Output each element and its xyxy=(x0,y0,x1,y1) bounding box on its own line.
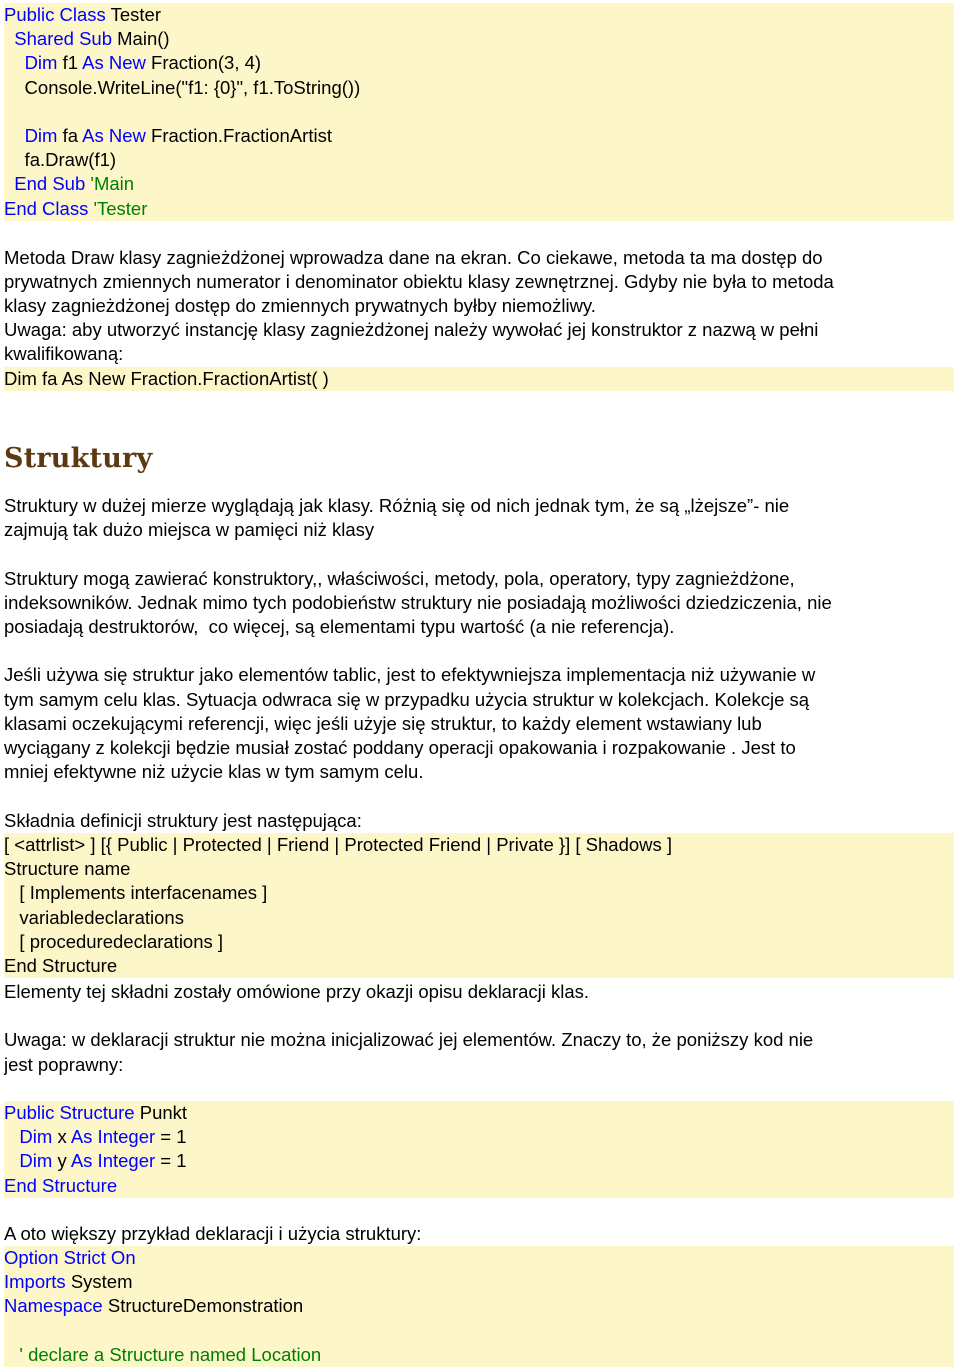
section-heading-struktury: Struktury xyxy=(4,443,153,474)
code-line xyxy=(4,148,954,172)
code-line xyxy=(4,197,954,221)
text-line: A oto większy przykład deklaracji i użycia struktury: xyxy=(4,1223,422,1244)
code-line xyxy=(4,1149,954,1173)
text-line: Uwaga: w deklaracji struktur nie można inicjalizować jej elementów. Znaczy to, że poniższy kod nie xyxy=(4,1029,814,1051)
code-text: System xyxy=(65,1271,133,1293)
code-keyword: Dim xyxy=(24,125,58,146)
code-text: Console.WriteLine("f1: {0}", f1.ToString()) xyxy=(4,76,361,98)
text-line xyxy=(4,639,954,663)
code-keyword: As Integer xyxy=(70,1150,156,1172)
code-text: Fraction.FractionArtist xyxy=(145,125,332,146)
code-comment: 'Main xyxy=(85,173,135,195)
code-keyword: As New xyxy=(82,125,146,146)
code-text: = 1 xyxy=(155,1126,187,1148)
text-line: jest poprawny: xyxy=(4,1053,124,1075)
text-line: Elementy tej składni zostały omówione przy okazji opisu deklaracji klas. xyxy=(4,981,590,1002)
text-line: klasy zagnieżdżonej dostęp do zmiennych prywatnych byłby niemożliwy. xyxy=(4,294,596,316)
text-line: zajmują tak dużo miejsca w pamięci niż klasy xyxy=(4,519,375,541)
code-line xyxy=(4,1125,954,1149)
text-line: prywatnych zmiennych numerator i denominator obiektu klasy zewnętrznej. Gdyby nie była to metoda xyxy=(4,270,834,292)
syntax-line: variabledeclarations xyxy=(4,906,954,930)
code-line xyxy=(4,51,954,75)
code-keyword: As New xyxy=(82,52,146,74)
code-line xyxy=(4,27,954,51)
code-line xyxy=(4,1174,954,1198)
text-line: klasami oczekującymi referencji, więc jeśli użyje się struktur, to każdy element wstawiany lub xyxy=(4,712,762,734)
syntax-line: Structure name xyxy=(4,857,954,881)
code-line xyxy=(4,1343,954,1367)
text-line: Struktury mogą zawierać konstruktory,, właściwości, metody, pola, operatory, typy zagnieżdżone, xyxy=(4,567,795,589)
code-text: StructureDemonstration xyxy=(102,1295,304,1317)
code-keyword: Shared Sub xyxy=(14,28,112,50)
code-text: Punkt xyxy=(134,1102,188,1123)
code-keyword: As Integer xyxy=(70,1126,156,1148)
code-text: Fraction(3, 4) xyxy=(145,52,262,74)
code-keyword: Dim xyxy=(24,52,58,74)
text-line: wyciągany z kolekcji będzie musiał zostać poddany operacji opakowania i rozpakowanie . Jest to xyxy=(4,737,796,758)
text-line xyxy=(4,1004,954,1028)
qualified-code-line: Dim fa As New Fraction.FractionArtist( ) xyxy=(4,367,954,391)
code-text: fa xyxy=(57,125,83,146)
code-line xyxy=(4,1101,954,1125)
syntax-line: [ proceduredeclarations ] xyxy=(4,930,954,954)
code-line xyxy=(4,1270,954,1294)
text-line: Składnia definicji struktury jest następująca: xyxy=(4,809,362,831)
code-keyword: End Sub xyxy=(14,173,86,195)
text-line: Uwaga: aby utworzyć instancję klasy zagnieżdżonej należy wywołać jej konstruktor z nazwą w pełni xyxy=(4,319,819,341)
code-text xyxy=(4,1344,19,1365)
code-text: fa.Draw(f1) xyxy=(4,149,117,171)
text-line: posiadają destruktorów, co więcej, są elementami typu wartość (a nie referencja). xyxy=(4,616,675,637)
code-keyword: End Structure xyxy=(4,1174,118,1196)
text-line xyxy=(4,542,954,566)
code-text: y xyxy=(52,1150,71,1172)
text-line: mniej efektywne niż użycie klas w tym samym celu. xyxy=(4,761,424,783)
code-line xyxy=(4,76,954,100)
code-text: Main() xyxy=(112,28,170,50)
code-text xyxy=(4,28,14,49)
code-keyword: Dim xyxy=(19,1126,53,1148)
code-line xyxy=(4,124,954,148)
syntax-line: End Structure xyxy=(4,954,954,978)
code-text: Tester xyxy=(105,4,161,25)
code-line xyxy=(4,1319,954,1343)
code-text: x xyxy=(52,1126,71,1148)
code-keyword: Public Class xyxy=(4,4,106,25)
text-line: Jeśli używa się struktur jako elementów tablic, jest to efektywniejsza implementacja niż używanie w xyxy=(4,664,816,686)
code-keyword: Imports xyxy=(4,1271,66,1293)
code-text: f1 xyxy=(57,52,83,74)
code-line xyxy=(4,1246,954,1270)
code-text xyxy=(4,1150,19,1171)
code-line xyxy=(4,1294,954,1318)
code-text xyxy=(4,1126,19,1147)
code-text xyxy=(4,173,14,194)
code-keyword: Public Structure xyxy=(4,1102,135,1123)
text-line: tym samym celu klas. Sytuacja odwraca się w przypadku użycia struktur w kolekcjach. Kolekcje są xyxy=(4,688,810,710)
text-line xyxy=(4,784,954,808)
code-text: = 1 xyxy=(155,1150,187,1172)
code-text xyxy=(4,52,25,73)
text-line: Metoda Draw klasy zagnieżdżonej wprowadza dane na ekran. Co ciekawe, metoda ta ma dostęp do xyxy=(4,246,823,268)
code-line xyxy=(4,3,954,27)
text-line: kwalifikowaną: xyxy=(4,343,124,365)
code-comment: ' declare a Structure named Location xyxy=(19,1343,322,1365)
syntax-line: [ <attrlist> ] [{ Public | Protected | Friend | Protected Friend | Private }] [ Shadows ] xyxy=(4,833,954,857)
code-keyword: End Class xyxy=(4,197,89,219)
code-comment: 'Tester xyxy=(88,197,148,219)
code-line xyxy=(4,172,954,196)
code-text xyxy=(4,125,25,146)
syntax-line: [ Implements interfacenames ] xyxy=(4,881,954,905)
code-keyword: Option Strict On xyxy=(4,1247,136,1268)
text-line: indeksowników. Jednak mimo tych podobieństw struktury nie posiadają możliwości dziedziczenia, nie xyxy=(4,591,832,613)
code-keyword: Namespace xyxy=(4,1295,103,1317)
code-keyword: Dim xyxy=(19,1150,53,1172)
text-line: Struktury w dużej mierze wyglądają jak klasy. Różnią się od nich jednak tym, że są „lżejsze”- nie xyxy=(4,495,790,516)
code-line xyxy=(4,100,954,124)
